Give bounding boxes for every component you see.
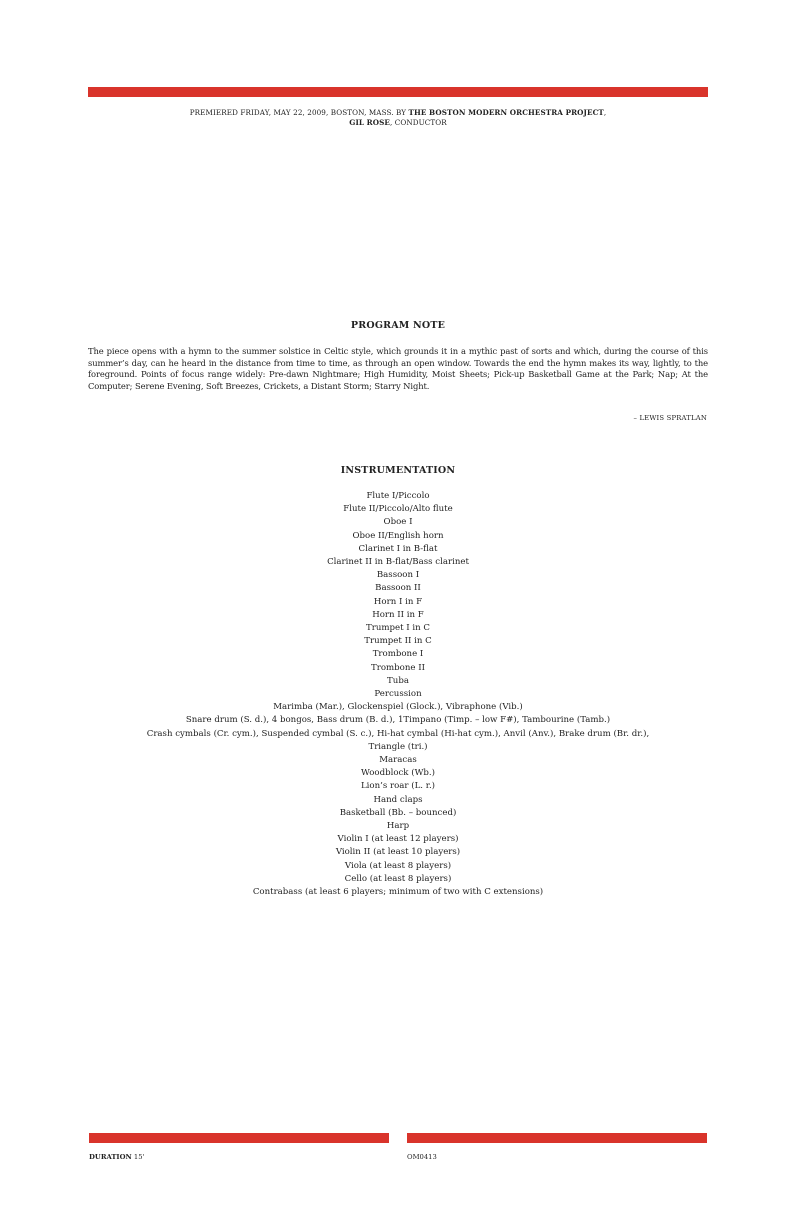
premiere-prefix: PREMIERED FRIDAY, MAY 22, 2009, BOSTON, MASS. BY — [189, 108, 407, 117]
instrument-item: Contrabass (at least 6 players; minimum of two with C extensions) — [252, 887, 544, 898]
conductor-name: GIL ROSE — [349, 118, 390, 127]
instrument-item: Clarinet I in B-flat — [358, 543, 438, 554]
premiere-credits — [88, 108, 708, 128]
instrument-item: Triangle (tri.) — [368, 741, 428, 752]
instrument-item: Trombone I — [372, 649, 424, 660]
instrument-item: Crash cymbals (Cr. cym.), Suspended cymbal (S. c.), Hi-hat cymbal (Hi-hat cym.), Anvil (Anv.), Brake drum (Br. dr.), — [146, 728, 650, 739]
instrument-item: Bassoon I — [376, 570, 420, 581]
instrumentation-list — [88, 490, 708, 899]
footer-rule-left — [89, 1133, 389, 1143]
ensemble-name: THE BOSTON MODERN ORCHESTRA PROJECT — [408, 108, 604, 117]
instrument-item: Harp — [386, 821, 410, 832]
instrument-item: Horn I in F — [373, 596, 423, 607]
instrument-item: Woodblock (Wb.) — [360, 768, 436, 779]
instrument-item: Flute I/Piccolo — [366, 491, 430, 501]
instrument-item: Oboe II/English horn — [352, 530, 444, 541]
conductor-role: , CONDUCTOR — [389, 118, 447, 127]
instrument-item: Viola (at least 8 players) — [344, 860, 452, 871]
instrument-item: Snare drum (S. d.), 4 bongos, Bass drum (B. d.), 1Timpano (Timp. – low F#), Tambourine (Tamb.) — [185, 715, 611, 726]
instrument-item: Violin I (at least 12 players) — [337, 834, 459, 845]
instrument-item: Violin II (at least 10 players) — [335, 847, 461, 858]
premiere-separator: , — [603, 108, 607, 117]
footer-rule-right — [407, 1133, 707, 1143]
instrument-item: Cello (at least 8 players) — [344, 873, 452, 884]
instrument-item: Trumpet II in C — [364, 636, 432, 647]
program-note-attribution: – LEWIS SPRATLAN — [633, 414, 707, 422]
duration — [89, 1153, 144, 1161]
instrument-item: Flute II/Piccolo/Alto flute — [343, 504, 453, 515]
catalog-number: OM0413 — [407, 1153, 437, 1161]
program-note-body: The piece opens with a hymn to the summer solstice in Celtic style, which grounds it in a mythic past of sorts and which, during the course of this summer’s day, can he heard in the distance from time to time, as through an open window. Towards the end the hymn makes its way, lightly, to the foreground. Points of focus range widely: Pre-dawn Nightmare; High Humidity, Moist Sheets; Pick-up Basketball Game at the Park; Nap; At the Computer; Serene Evening, Soft Breezes, Crickets, a Distant Storm; Starry Night. — [88, 346, 708, 391]
instrument-item: Lion’s roar (L. r.) — [360, 781, 436, 792]
instrument-item: Marimba (Mar.), Glockenspiel (Glock.), Vibraphone (Vib.) — [273, 702, 523, 713]
instrument-item: Bassoon II — [375, 583, 421, 594]
duration-label: DURATION — [89, 1153, 132, 1161]
instrument-item: Trombone II — [371, 662, 425, 673]
instrument-item: Maracas — [379, 755, 417, 766]
instrumentation-heading: INSTRUMENTATION — [340, 465, 456, 476]
top-rule — [88, 87, 708, 97]
instrument-item: Tuba — [387, 675, 409, 686]
duration-value: 15' — [133, 1153, 145, 1161]
instrument-item: Oboe I — [383, 517, 413, 528]
instrument-item: Basketball (Bb. – bounced) — [339, 807, 457, 818]
instrument-item: Percussion — [374, 689, 422, 700]
instrument-item: Horn II in F — [372, 609, 424, 620]
instrument-item: Hand claps — [373, 794, 423, 805]
instrument-item: Trumpet I in C — [365, 623, 430, 634]
program-note-heading: PROGRAM NOTE — [350, 320, 446, 331]
instrument-item: Clarinet II in B-flat/Bass clarinet — [327, 557, 469, 568]
